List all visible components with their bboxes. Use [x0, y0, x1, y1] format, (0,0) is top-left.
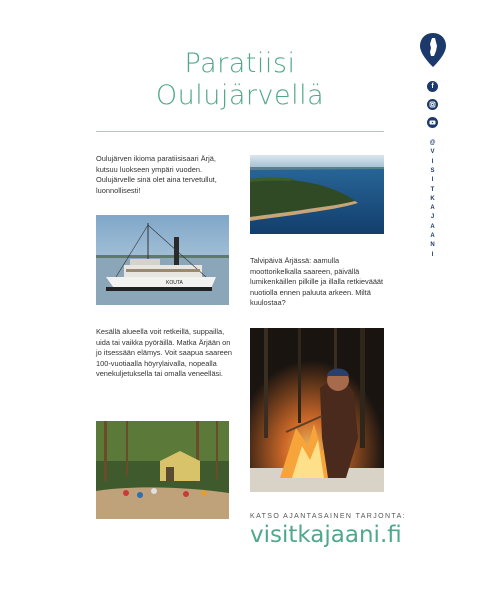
hashtag-char: V	[430, 149, 435, 156]
hashtag-char: K	[430, 195, 435, 202]
hashtag-char: @	[429, 140, 436, 146]
hashtag-char: T	[430, 186, 435, 193]
facebook-icon[interactable]: f	[427, 81, 438, 92]
hashtag-char: I	[431, 158, 434, 165]
winter-paragraph: Talvipäivä Ärjässä: aamulla moottorikelkalla saareen, päivällä lumikenkäillen pilkille ja illalla retkievääät nuotiolla ennen paluuta arkeen. Miltä kuulostaa?	[250, 256, 384, 308]
hashtag-char: S	[430, 167, 435, 174]
summer-paragraph: Kesällä alueella voit retkeillä, suppailla, uida tai vaikka pyöräillä. Matka Ärjään on jo itsessään elämys. Voit saapua saareen 100-vuotiaalla höyrylaivalla, nopealla venekuljetuksella tai omalla veneelläsi.	[96, 327, 232, 379]
finland-map-pin-icon	[419, 32, 447, 68]
boat-name-label: KOUTA	[166, 280, 183, 286]
cta-label: KATSO AJANTASAINEN TARJONTA:	[250, 513, 407, 520]
aerial-island-photo	[250, 155, 384, 234]
hashtag-char: N	[430, 242, 435, 249]
instagram-icon[interactable]	[427, 99, 438, 110]
title-line-2: Oulujärvellä	[155, 80, 325, 111]
hashtag-char: I	[431, 177, 434, 184]
campfire-photo	[250, 328, 384, 492]
hashtag-char: J	[430, 214, 435, 221]
summer-island-photo	[96, 421, 229, 519]
page-title	[96, 48, 384, 112]
hashtag-char: A	[430, 233, 435, 239]
title-line-1: Paratiisi	[184, 48, 296, 79]
title-divider	[96, 131, 384, 132]
hashtag-char: I	[431, 251, 434, 258]
youtube-icon[interactable]	[427, 117, 438, 128]
hashtag-char: A	[430, 223, 435, 230]
intro-paragraph: Oulujärven ikioma paratiisisaari Ärjä, kutsuu luokseen ympäri vuoden. Oulujärvelle sinä olet aina tervetullut, luonnollisesti!	[96, 154, 217, 195]
website-link[interactable]: visitkajaani.fi	[250, 522, 402, 548]
steamboat-photo	[96, 215, 229, 305]
hashtag-char: A	[430, 205, 435, 212]
